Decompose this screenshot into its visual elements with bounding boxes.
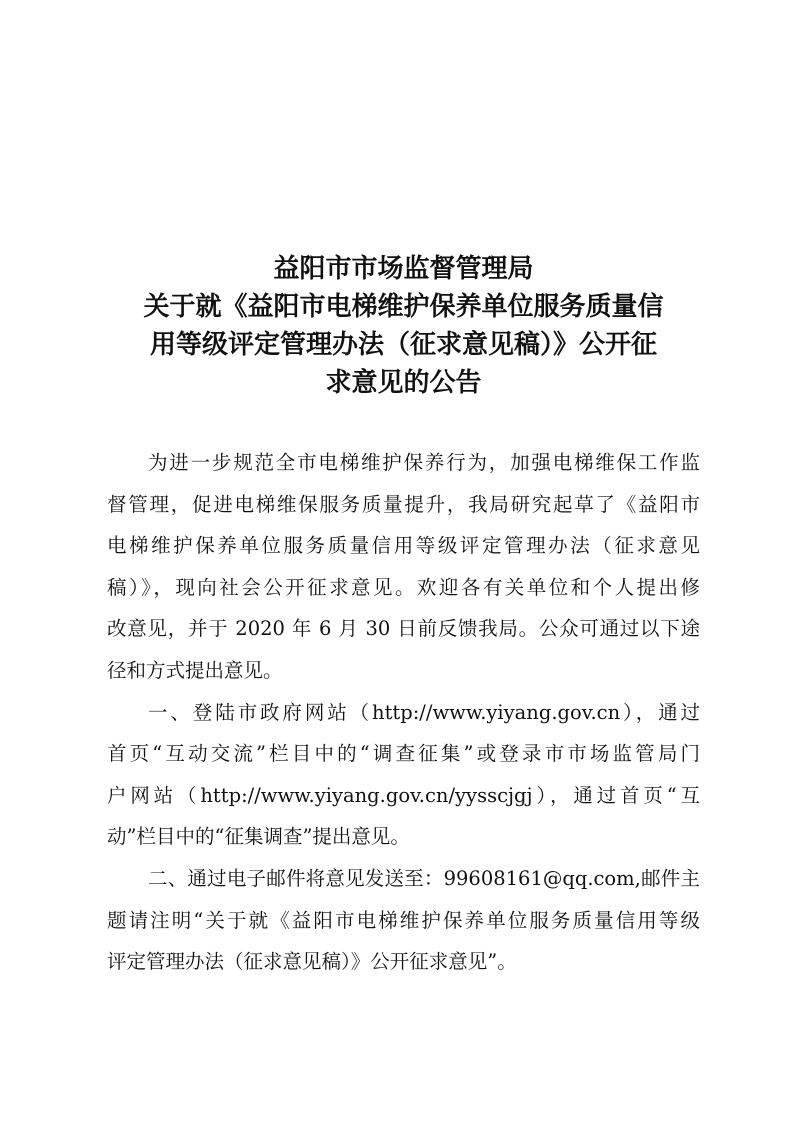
paragraph-intro — [107, 442, 700, 692]
title-line: 求意见的公告 — [325, 368, 482, 398]
text-line: 首页“互动交流”栏目中的“调查征集”或登录市市场监管局门 — [107, 742, 700, 766]
title-line: 益阳市市场监督管理局 — [273, 254, 534, 284]
text-line: 动”栏目中的“征集调查”提出意见。 — [107, 825, 410, 849]
text-line: 一、登陆市政府网站（http://www.yiyang.gov.cn），通过 — [148, 700, 700, 724]
text-line: 电梯维护保养单位服务质量信用等级评定管理办法（征求意见 — [107, 534, 700, 558]
paragraph-email — [107, 858, 700, 983]
text-line: 题请注明“关于就《益阳市电梯维护保养单位服务质量信用等级 — [107, 908, 700, 932]
text-line: 督管理，促进电梯维保服务质量提升，我局研究起草了《益阳市 — [107, 492, 700, 516]
text-line: 径和方式提出意见。 — [107, 658, 283, 682]
title-line: 用等级评定管理办法（征求意见稿）》公开征 — [149, 330, 657, 360]
text-line: 评定管理办法（征求意见稿）》公开征求意见”。 — [107, 950, 517, 974]
text-line: 户网站（http://www.yiyang.gov.cn/yysscjgj），通过首页“互 — [107, 783, 700, 807]
text-line: 二、通过电子邮件将意见发送至：99608161@qq.com,邮件主 — [148, 866, 700, 890]
document-title — [100, 250, 707, 402]
text-line: 改意见，并于 2020 年 6 月 30 日前反馈我局。公众可通过以下途 — [107, 617, 700, 641]
title-line: 关于就《益阳市电梯维护保养单位服务质量信 — [143, 292, 664, 322]
paragraph-website — [107, 692, 700, 858]
document-body — [107, 442, 700, 983]
text-line: 稿）》，现向社会公开征求意见。欢迎各有关单位和个人提出修 — [107, 575, 700, 599]
text-line: 为进一步规范全市电梯维护保养行为，加强电梯维保工作监 — [148, 451, 700, 474]
